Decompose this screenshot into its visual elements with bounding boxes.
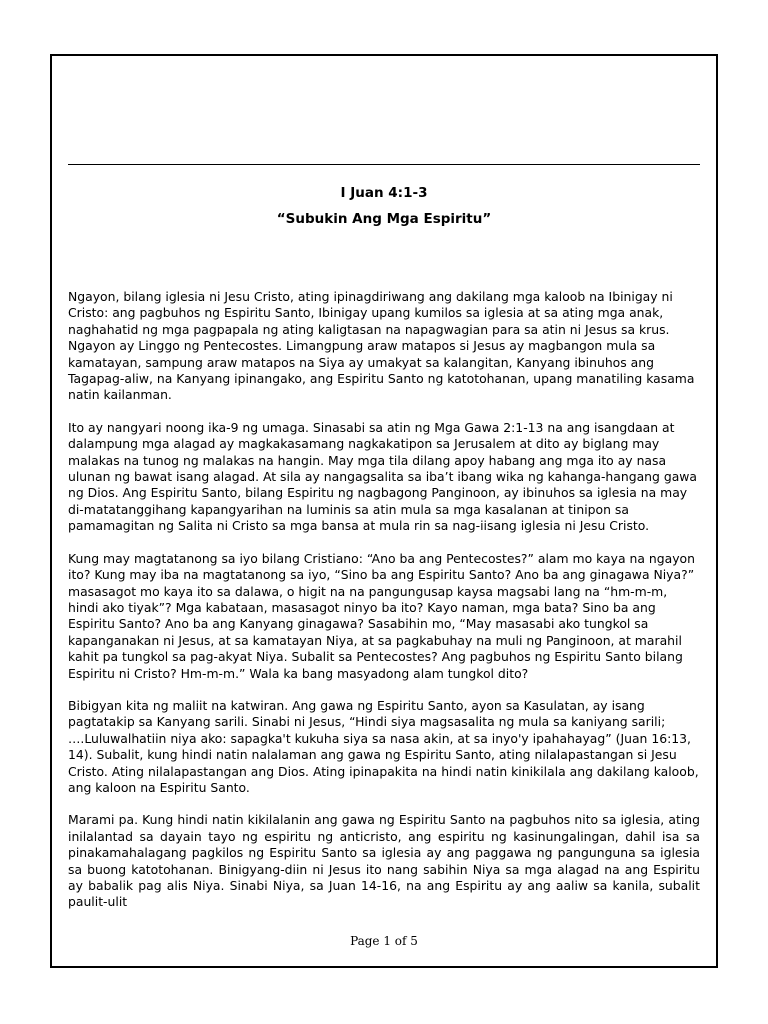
page-number: Page 1 of 5 bbox=[350, 934, 418, 948]
paragraph-4: Bibigyan kita ng maliit na katwiran. Ang gawa ng Espiritu Santo, ayon sa Kasulatan, ay isang pagtatakip sa Kanyang sarili. Sinabi ni Jesus, “Hindi siya magsasalita ng mula sa kaniyang sarili; ….Luluwalhatiin niya ako: sapagka't kukuha siya sa nasa akin, at sa inyo'y ipahahayag” (Juan 16:13, 14). Subalit, kung hindi natin nalalaman ang gawa ng Espiritu Santo, ating nilalapastangan si Jesu Cristo. Ating nilalapastangan ang Dios. Ating ipinapakita na hindi natin kinikilala ang dakilang kaloob, ang kaloon na Espiritu Santo. bbox=[68, 697, 699, 795]
paragraph-1: Ngayon, bilang iglesia ni Jesu Cristo, ating ipinagdiriwang ang dakilang mga kaloob na Ibinigay ni Cristo: ang pagbuhos ng Espiritu Santo, Ibinigay upang kumilos sa iglesia at sa ating mga anak, naghahatid ng mga pagpapala ng ating kaligtasan na napagwagian para sa atin ni Jesus sa krus. Ngayon ay Linggo ng Pentecostes. Limangpung araw matapos si Jesus ay magbangon mula sa kamatayan, sampung araw matapos na Siya ay umakyat sa kalangitan, Kanyang ibinuhos ang Tagapag-aliw, na Kanyang ipinangako, ang Espiritu Santo ng katotohanan, upang manatiling kasama natin kailanman. bbox=[68, 289, 695, 403]
header-rule bbox=[68, 164, 700, 165]
paragraph-5: Marami pa. Kung hindi natin kikilalanin ang gawa ng Espiritu Santo na pagbuhos nito sa iglesia, ating inilalantad sa dayain tayo ng espiritu ng anticristo, ang espiritu ng kasinungalingan, dahil isa sa pinakamahalagang pagkilos ng Espiritu Santo sa iglesia ay ang paggawa ng pangunguna sa iglesia sa buong katotohanan. Binigyang-diin ni Jesus ito nang sabihin Niya sa mga alagad na ang Espiritu ay babalik pag alis Niya. Sinabi Niya, sa Juan 14-16, na ang Espiritu ay ang aaliw sa kanila, subalit paulit-ulit bbox=[68, 812, 700, 910]
paragraph-2: Ito ay nangyari noong ika-9 ng umaga. Sinasabi sa atin ng Mga Gawa 2:1-13 na ang isangdaan at dalampung mga alagad ay magkakasamang nagkakatipon sa Jerusalem at dito ay biglang may malakas na tunog ng malakas na hangin. May mga tila dilang apoy habang ang mga ito ay nasa ulunan ng bawat isang alagad. At sila ay nangagsalita sa iba’t ibang wika ng kahanga-hangang gawa ng Dios. Ang Espiritu Santo, bilang Espiritu ng nagbagong Panginoon, ay ibinuhos sa iglesia na may di-matatanggihang kapangyarihan na luminis sa atin mula sa mga kasalanan at tinipon sa pamamagitan ng Salita ni Cristo sa mga bansa at mula rin sa nag-iisang iglesia ni Jesu Cristo. bbox=[68, 419, 698, 534]
scripture-reference: I Juan 4:1-3 bbox=[340, 185, 428, 201]
page-frame bbox=[50, 54, 718, 968]
paragraph-3: Kung may magtatanong sa iyo bilang Cristiano: “Ano ba ang Pentecostes?” alam mo kaya na ngayon ito? Kung may iba na magtatanong sa iyo, “Sino ba ang Espiritu Santo? Ano ba ang ginagawa Niya?” masasagot mo kaya ito sa dalawa, o higit na na pangungusap kaysa magsabi lang na “hm-m-m, hindi ako tiyak”? Mga kabataan, masasagot ninyo ba ito? Kayo naman, mga bata? Sino ba ang Espiritu Santo? Ano ba ang Kanyang ginagawa? Sasabihin mo, “May masasabi ako tungkol sa kapanganakan ni Jesus, at sa kamatayan Niya, at sa pagkabuhay na muli ng Panginoon, at marahil kahit pa tungkol sa pag-akyat Niya. Subalit sa Pentecostes? Ang pagbuhos ng Espiritu Santo bilang Espiritu ni Cristo? Hm-m-m.” Wala ka bang masyadong alam tungkol dito? bbox=[68, 550, 695, 681]
sermon-body bbox=[68, 289, 700, 927]
sermon-title: “Subukin Ang Mga Espiritu” bbox=[276, 211, 492, 227]
